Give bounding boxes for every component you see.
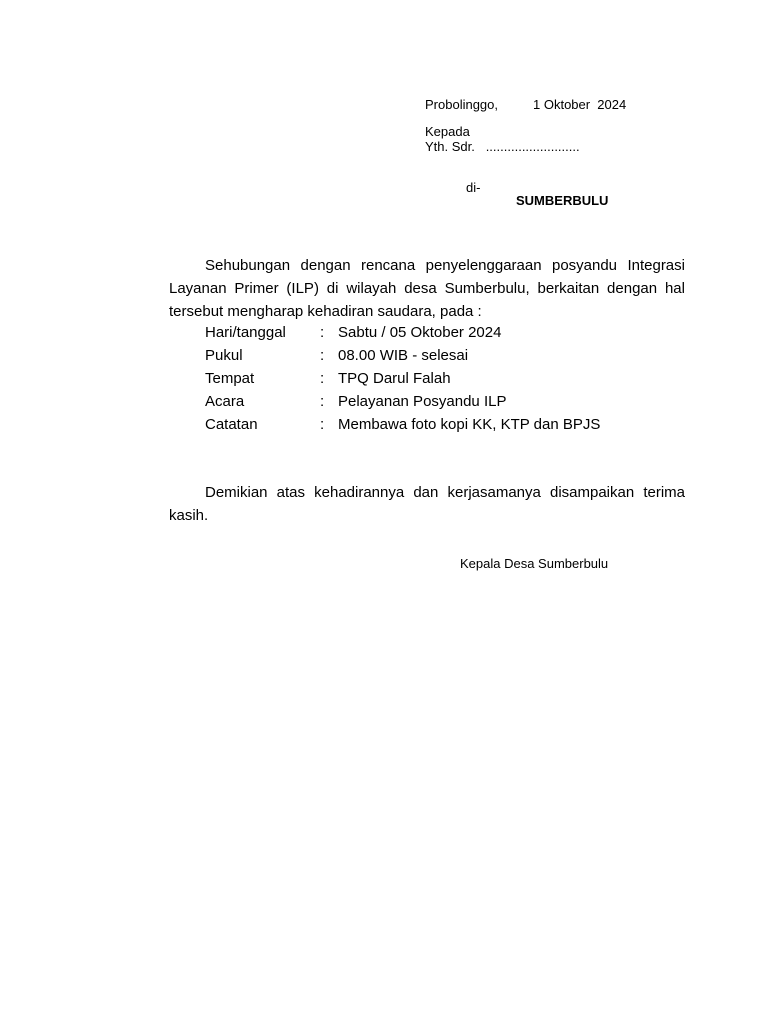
detail-label: Tempat <box>205 370 255 387</box>
intro-paragraph: Sehubungan dengan rencana penyelenggaraan posyandu Integrasi Layanan Primer (ILP) di wilayah desa Sumberbulu, berkaitan dengan hal tersebut mengharap kehadiran saudara, pada : <box>169 257 685 320</box>
di-label: di- <box>466 180 481 195</box>
letter-date: 1 Oktober 2024 <box>533 97 627 112</box>
detail-row-date <box>205 321 685 344</box>
detail-colon: : <box>320 347 325 364</box>
detail-row-place <box>205 367 685 390</box>
detail-value: 08.00 WIB - selesai <box>338 347 469 364</box>
detail-colon: : <box>320 393 325 410</box>
recipient-location: SUMBERBULU <box>516 193 609 208</box>
detail-row-event <box>205 390 685 413</box>
detail-value: Sabtu / 05 Oktober 2024 <box>338 324 502 341</box>
detail-colon: : <box>320 370 325 387</box>
detail-row-note <box>205 413 685 436</box>
detail-label: Pukul <box>205 347 243 364</box>
closing-paragraph: Demikian atas kehadirannya dan kerjasamanya disampaikan terima kasih. <box>169 484 685 524</box>
signature-title: Kepala Desa Sumberbulu <box>460 556 609 571</box>
detail-value: Pelayanan Posyandu ILP <box>338 393 507 410</box>
detail-row-time <box>205 344 685 367</box>
detail-colon: : <box>320 416 325 433</box>
detail-label: Acara <box>205 393 245 410</box>
to-label: Kepada <box>425 124 470 139</box>
detail-label: Hari/tanggal <box>205 324 286 341</box>
detail-value: Membawa foto kopi KK, KTP dan BPJS <box>338 416 601 433</box>
detail-value: TPQ Darul Falah <box>338 370 451 387</box>
detail-label: Catatan <box>205 416 258 433</box>
recipient-line: Yth. Sdr. .......................... <box>425 139 580 154</box>
detail-colon: : <box>320 324 325 341</box>
letter-place: Probolinggo, <box>425 97 498 112</box>
